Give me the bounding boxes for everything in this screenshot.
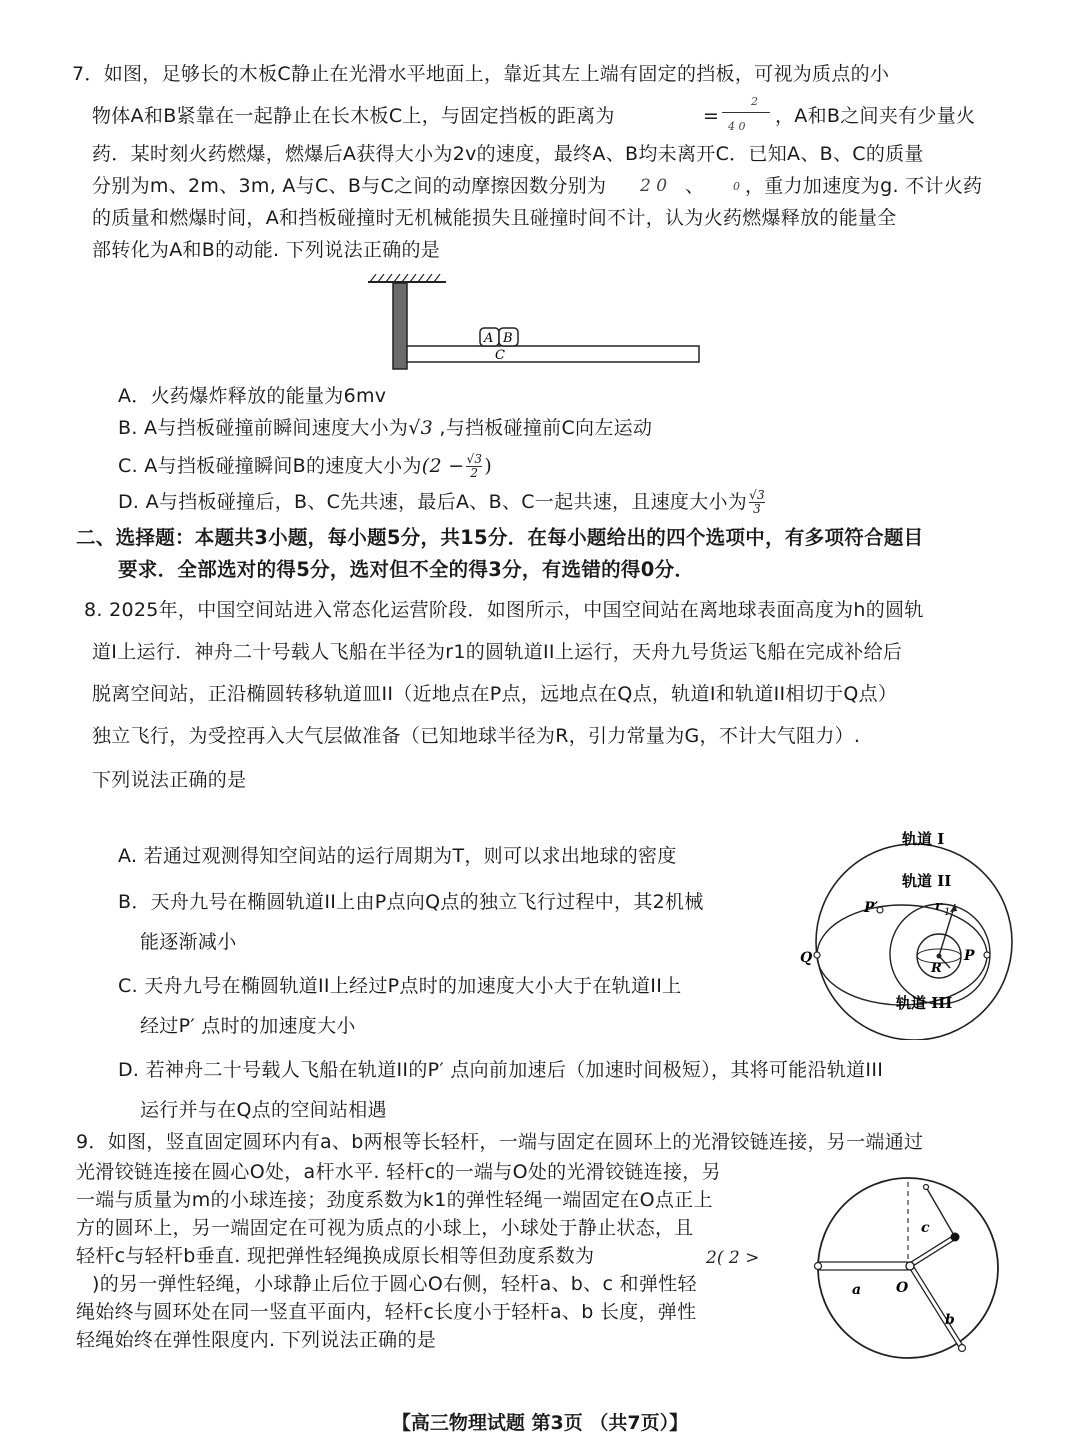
label-q: Q xyxy=(800,950,813,966)
hinge-b xyxy=(959,1345,966,1352)
q7-option-b-tail: ,与挡板碰撞前C向左运动 xyxy=(433,417,653,439)
board-c xyxy=(407,346,699,362)
q8-line-2: 道I上运行．神舟二十号载人飞船在半径为r1的圆轨道II上运行，天舟九号货运飞船在完成补给后 xyxy=(92,641,903,663)
q9-line-4: 方的圆环上，另一端固定在可视为质点的小球上，小球处于静止状态，且 xyxy=(76,1217,694,1239)
q8-line-4: 独立飞行，为受控再入大气层做准备（已知地球半径为R，引力常量为G，不计大气阻力）. xyxy=(92,725,861,747)
q9-line-2: 光滑铰链连接在圆心O处，a杆水平. 轻杆c的一端与O处的光滑铰链连接，另 xyxy=(76,1161,721,1183)
q7-mu-a: 2 0 xyxy=(640,176,668,196)
q7-formula-num: 2 xyxy=(751,95,758,108)
q7-line-1: 7．如图，足够长的木板C静止在光滑水平地面上，靠近其左上端有固定的挡板，可视为质点的小 xyxy=(72,63,890,85)
q8-option-a: A. 若通过观测得知空间站的运行周期为T，则可以求出地球的密度 xyxy=(118,845,677,867)
section2-heading-2: 要求．全部选对的得5分，选对但不全的得3分，有选错的得0分． xyxy=(118,558,695,581)
q7-line-6: 部转化为A和B的动能. 下列说法正确的是 xyxy=(92,239,441,261)
q8-line-3: 脱离空间站，正沿椭圆转移轨道皿II（近地点在P点，远地点在Q点，轨道I和轨道II相切于Q点） xyxy=(92,683,898,705)
q7-option-d-den: 3 xyxy=(753,502,762,516)
q9-line-7: 绳始终与圆环处在同一竖直平面内，轻杆c长度小于轻杆a、b 长度，弹性 xyxy=(76,1301,697,1323)
q7-line-5: 的质量和燃爆时间，A和挡板碰撞时无机械能损失且碰撞时间不计，认为火药燃爆释放的能量全 xyxy=(92,207,897,229)
q8-line-5: 下列说法正确的是 xyxy=(92,769,247,791)
q7-option-b-root: √3 xyxy=(408,417,434,439)
q7-option-a: A．火药爆炸释放的能量为6mv xyxy=(118,385,387,407)
q8-option-c-2: 经过P′ 点时的加速度大小 xyxy=(140,1015,356,1037)
q8-line-1: 8. 2025年，中国空间站进入常态化运营阶段．如图所示，中国空间站在离地球表面高度为h的圆轨 xyxy=(84,599,924,621)
q9-k2-fragment: 2( 2 > xyxy=(706,1248,760,1268)
point-q xyxy=(814,952,820,958)
q7-option-b xyxy=(118,414,652,442)
q7-mu-sep: 、 xyxy=(685,175,705,197)
label-orbit-1: 轨道 I xyxy=(902,830,945,848)
label-rod-c: c xyxy=(921,1220,930,1236)
q9-line-3: 一端与质量为m的小球连接；劲度系数为k1的弹性轻绳一端固定在O点正上 xyxy=(76,1189,713,1211)
ceiling-hatch xyxy=(370,274,440,282)
q7-mu-b: 0 xyxy=(733,180,740,193)
q7-option-d-text: D. A与挡板碰撞后，B、C先共速，最后A、B、C一起共速，且速度大小为 xyxy=(118,491,748,513)
rope-anchor xyxy=(924,1185,929,1190)
q7-option-c-den: 2 xyxy=(470,466,479,480)
q7-option-c-open: (2 − xyxy=(421,455,465,477)
q8-option-d-2: 运行并与在Q点的空间站相遇 xyxy=(140,1099,387,1121)
label-orbit-3: 轨道 III xyxy=(896,994,953,1012)
q7-line-4: 分别为m、2m、3m, A与C、B与C之间的动摩擦因数分别为 xyxy=(92,175,607,197)
q7-formula-eq: = xyxy=(703,105,720,127)
label-p-prime: P′ xyxy=(864,900,879,916)
baffle xyxy=(393,283,407,369)
label-r1-sub: 1 xyxy=(944,907,951,918)
label-r1: r xyxy=(935,899,942,914)
q7-line-3: 药．某时刻火药燃爆，燃爆后A获得大小为2v的速度，最终A、B均未离开C．已知A、B、C的质量 xyxy=(92,143,924,165)
label-rod-a: a xyxy=(852,1282,862,1298)
ball xyxy=(951,1233,960,1242)
point-p xyxy=(984,952,990,958)
section2-heading-1: 二、选择题：本题共3小题，每小题5分，共15分．在每小题给出的四个选项中，有多项符合题目 xyxy=(76,526,924,549)
label-orbit-2: 轨道 II xyxy=(902,872,952,890)
q7-option-c-text: C. A与挡板碰撞瞬间B的速度大小为 xyxy=(118,455,422,477)
q7-figure xyxy=(360,274,710,370)
label-a: A xyxy=(484,331,494,346)
q7-line-2-tail: ，A和B之间夹有少量火 xyxy=(775,105,976,127)
q8-option-c-1: C. 天舟九号在椭圆轨道II上经过P点时的加速度大小大于在轨道II上 xyxy=(118,975,682,997)
label-c: C xyxy=(495,348,505,363)
q7-line-2: 物体A和B紧靠在一起静止在长木板C上，与固定挡板的距离为 xyxy=(92,105,615,127)
q9-line-6: )的另一弹性轻绳，小球静止后位于圆心O右侧，轻杆a、b、c 和弹性轻 xyxy=(92,1273,697,1295)
page-footer: 【高三物理试题 第3页 （共7页）】 xyxy=(391,1412,689,1434)
rod-c-inner xyxy=(912,1237,955,1264)
hinge-a xyxy=(815,1263,822,1270)
q7-option-c-close: ) xyxy=(484,455,493,477)
q9-line-8: 轻绳始终在弹性限度内. 下列说法正确的是 xyxy=(76,1329,437,1351)
q8-option-b-2: 能逐渐减小 xyxy=(140,931,237,953)
label-b: B xyxy=(503,331,513,346)
q9-line-1: 9．如图，竖直固定圆环内有a、b两根等长轻杆，一端与固定在圆环上的光滑铰链连接，另一端通过 xyxy=(76,1131,924,1153)
q9-line-5: 轻杆c与轻杆b垂直. 现把弹性轻绳换成原长相等但劲度系数为 xyxy=(76,1245,595,1267)
q7-line-4-tail: ，重力加速度为g. 不计火药 xyxy=(745,175,983,197)
label-p: P xyxy=(964,948,975,964)
q7-option-c xyxy=(118,452,492,480)
label-rod-b: b xyxy=(945,1312,955,1328)
q8-orbit-figure xyxy=(792,820,1017,1040)
q7-option-d-num: √3 xyxy=(749,488,765,502)
elastic-rope xyxy=(926,1187,955,1237)
hinge-o xyxy=(906,1262,914,1270)
q7-option-d xyxy=(118,488,765,516)
q7-option-b-text: B. A与挡板碰撞前瞬间速度大小为 xyxy=(118,417,409,439)
label-r: R xyxy=(931,961,942,976)
q8-option-d-1: D. 若神舟二十号载人飞船在轨道II的P′ 点向前加速后（加速时间极短），其将可能沿轨道III xyxy=(118,1059,884,1081)
q7-formula-den: 4 0 xyxy=(728,120,746,133)
q7-option-c-num: √3 xyxy=(466,452,483,466)
rod-b-inner xyxy=(912,1268,962,1348)
label-o: O xyxy=(896,1280,909,1296)
q9-ring-figure xyxy=(808,1170,1018,1380)
q7-formula-bar xyxy=(722,112,770,113)
earth-center xyxy=(937,954,942,959)
q8-option-b-1: B．天舟九号在椭圆轨道II上由P点向Q点的独立飞行过程中，其2机械 xyxy=(118,891,704,913)
